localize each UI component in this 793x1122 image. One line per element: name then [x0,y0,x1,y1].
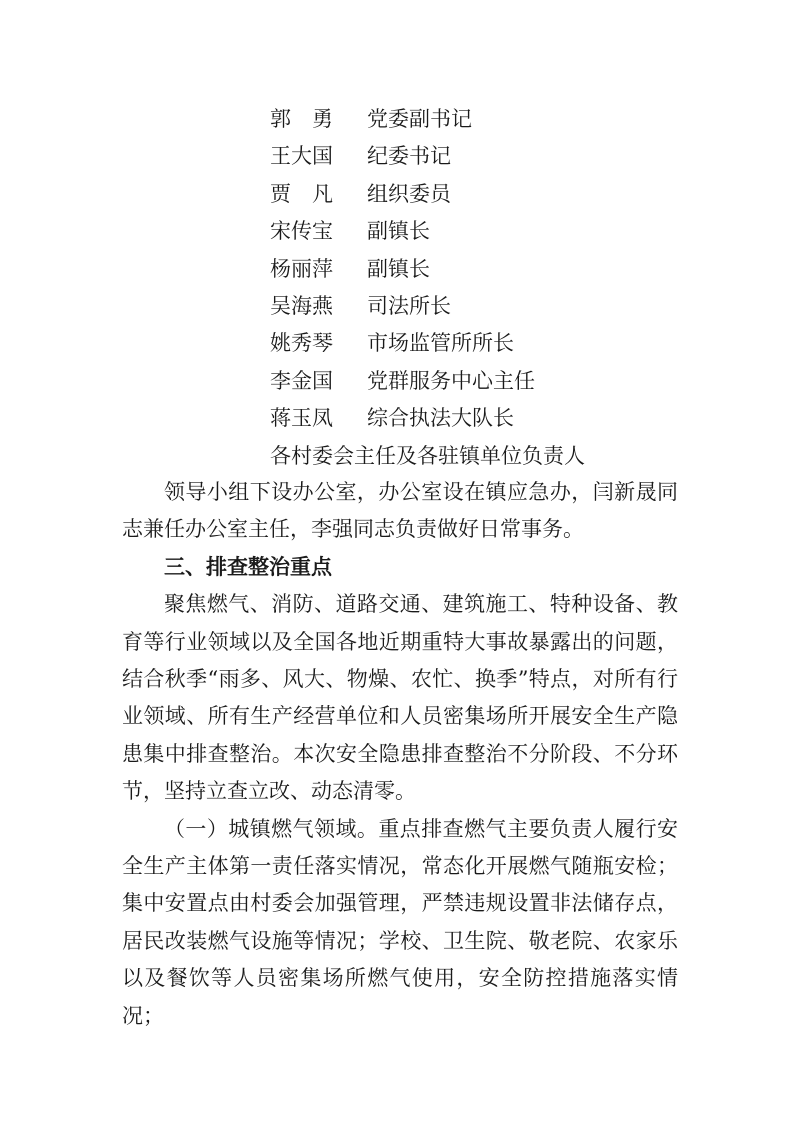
member-title: 副镇长 [367,219,430,244]
item-paragraph [122,811,678,1035]
roster-row [270,400,700,437]
section-heading: 三、排查整治重点 [164,554,332,579]
member-name: 宋传宝 [270,219,333,244]
member-name: 蒋玉凤 [270,406,333,431]
roster-row [270,176,700,213]
member-title: 司法所长 [367,293,451,318]
leadership-roster [270,101,700,475]
roster-row [270,251,700,288]
roster-row [270,213,700,250]
member-name: 吴海燕 [270,293,333,318]
roster-row [270,138,700,175]
roster-row [270,288,700,325]
member-name: 李金国 [270,368,333,393]
roster-row [270,325,700,362]
member-title: 组织委员 [367,181,451,206]
member-title: 市场监管所所长 [367,331,514,356]
member-name: 姚秀琴 [270,331,333,356]
member-title: 党群服务中心主任 [367,368,535,393]
roster-row [270,363,700,400]
member-title: 综合执法大队长 [367,406,514,431]
item-lead: （一）城镇燃气领域。 [164,816,379,841]
member-name: 杨丽萍 [270,256,333,281]
member-title: 党委副书记 [367,107,472,131]
item-text: 重点排查燃气主要负责人履行安全生产主体第一责任落实情况，常态化开展燃气随瓶安检；集中安置点由村委会加强管理，严禁违规设置非法储存点，居民改装燃气设施等情况；学校、卫生院、敬老院、农家乐以及餐饮等人员密集场所燃气使用，安全防控措施落实情况； [122,816,679,1028]
document-body [122,474,678,1035]
office-paragraph: 领导小组下设办公室，办公室设在镇应急办，闫新晟同志兼任办公室主任，李强同志负责做好日常事务。 [122,480,678,542]
roster-row [270,101,700,138]
member-name: 王大国 [270,144,333,169]
member-title: 副镇长 [367,256,430,281]
member-title: 纪委书记 [367,144,451,169]
member-name: 郭勇 [270,107,354,131]
section-paragraph: 聚焦燃气、消防、道路交通、建筑施工、特种设备、教育等行业领域以及全国各地近期重特大事故暴露出的问题，结合秋季“雨多、风大、物燥、农忙、换季”特点，对所有行业领域、所有生产经营单位和人员密集场所开展安全生产隐患集中排查整治。本次安全隐患排查整治不分阶段、不分环节，坚持立查立改、动态清零。 [122,592,678,804]
member-name: 贾凡 [270,181,354,206]
roster-footer: 各村委会主任及各驻镇单位负责人 [270,443,585,468]
